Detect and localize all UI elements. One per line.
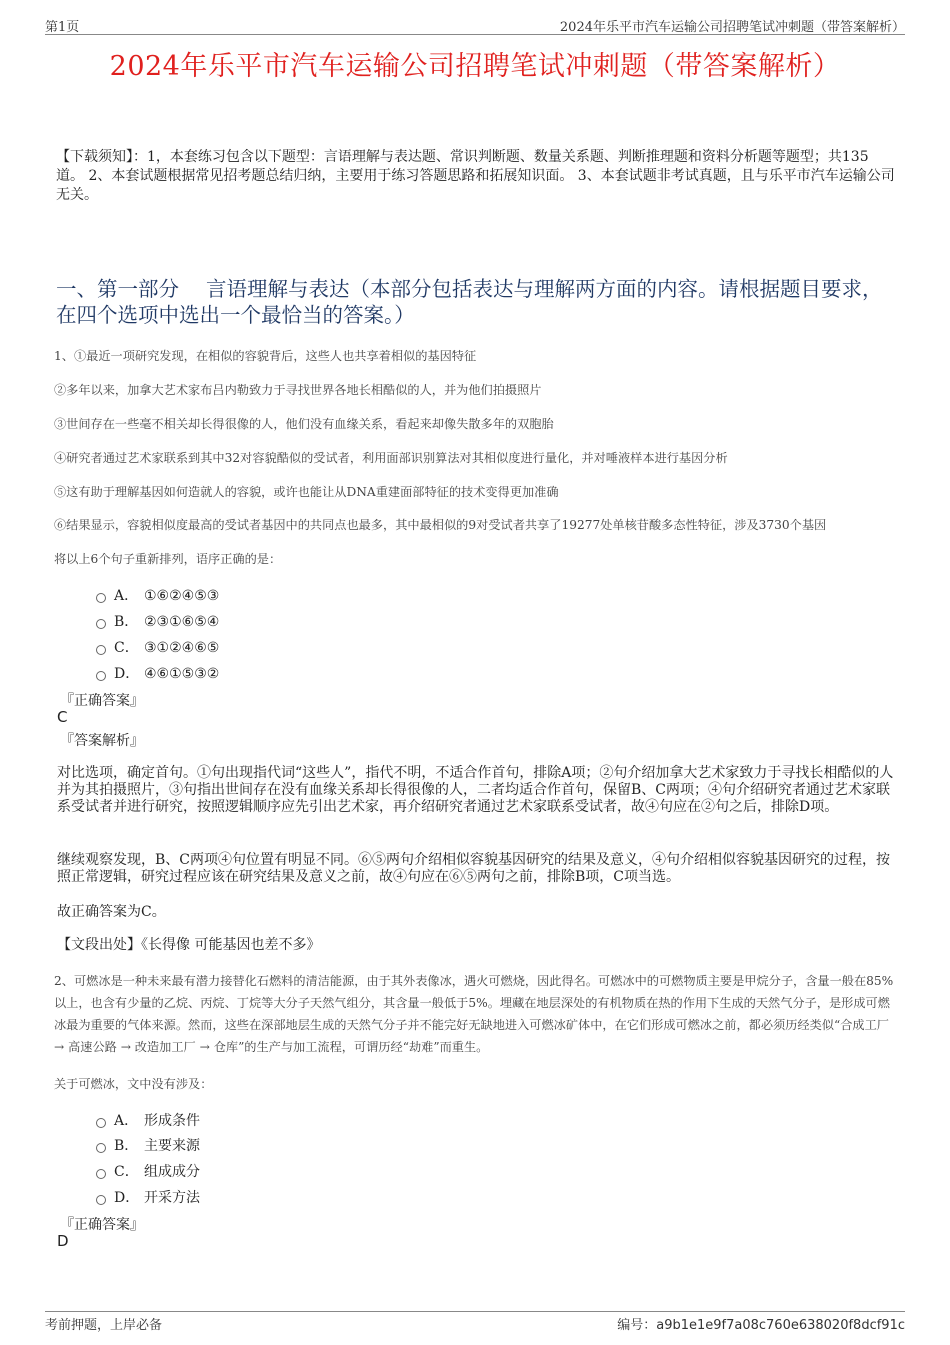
q1-analysis-paragraph-2: 继续观察发现，B、C两项④句位置有明显不同。⑥⑤两句介绍相似容貌基因研究的结果及意义，④句介绍相似容貌基因研究的过程，按照正常逻辑，研究过程应该在研究结果及意义之前，故④句应在⑥⑤两句之前，排除B项，C项当选。 <box>57 852 890 885</box>
footer-code-value: a9b1e1e9f7a08c760e638020f8dcf91c <box>656 1318 905 1333</box>
q1-analysis-label: 『答案解析』 <box>60 733 144 749</box>
q1-sentence-5: ⑤这有助于理解基因如何造就人的容貌，或许也能让从DNA重建面部特征的技术变得更加准确 <box>54 485 559 499</box>
page-number: 第1页 <box>45 20 80 35</box>
download-notice: 【下载须知】：1，本套练习包含以下题型：言语理解与表达题、常识判断题、数量关系题、判断推理题和资料分析题等题型；共135道。 2、本套试题根据常见招考题总结归纳，主要用于练习答题思路和拓展知识面。 3、本套试题非考试真题，且与乐平市汽车运输公司无关。 <box>56 149 895 203</box>
q1-sentence-4: ④研究者通过艺术家联系到其中32对容貌酷似的受试者，利用面部识别算法对其相似度进行量化，并对唾液样本进行基因分析 <box>54 451 728 465</box>
option-text: 主要来源 <box>144 1138 200 1154</box>
option-letter: C． <box>114 1164 139 1180</box>
option-text: 开采方法 <box>144 1190 200 1206</box>
radio-icon[interactable] <box>96 1195 106 1205</box>
option-letter: A． <box>114 1113 139 1129</box>
q2-answer: D <box>57 1232 69 1250</box>
radio-icon[interactable] <box>96 1143 106 1153</box>
q1-sentence-2: ②多年以来，加拿大艺术家布吕内勒致力于寻找世界各地长相酷似的人，并为他们拍摄照片 <box>54 383 542 397</box>
q1-option-b[interactable] <box>96 611 219 631</box>
radio-icon[interactable] <box>96 1118 106 1128</box>
option-letter: D． <box>114 1190 140 1206</box>
option-text: ①⑥②④⑤③ <box>144 588 220 604</box>
option-letter: A． <box>114 588 139 604</box>
q1-source: 【文段出处】《长得像 可能基因也差不多》 <box>57 937 321 953</box>
radio-icon[interactable] <box>96 593 106 603</box>
header-doc-title: 2024年乐平市汽车运输公司招聘笔试冲刺题（带答案解析） <box>559 20 905 35</box>
q2-answer-label: 『正确答案』 <box>60 1217 144 1233</box>
radio-icon[interactable] <box>96 645 106 655</box>
q2-option-a[interactable] <box>96 1110 200 1130</box>
q1-option-d[interactable] <box>96 663 219 683</box>
section-heading: 一、第一部分 言语理解与表达（本部分包括表达与理解两方面的内容。请根据题目要求，在四个选项中选出一个最恰当的答案。） <box>56 277 883 327</box>
q1-option-a[interactable] <box>96 585 219 605</box>
q1-answer: C <box>57 708 68 726</box>
option-text: ②③①⑥⑤④ <box>144 614 220 630</box>
document-title: 2024年乐平市汽车运输公司招聘笔试冲刺题（带答案解析） <box>109 51 841 82</box>
option-text: ④⑥①⑤③② <box>144 666 220 682</box>
option-letter: D． <box>114 666 140 682</box>
page-header <box>45 14 905 35</box>
q1-sentence-6: ⑥结果显示，容貌相似度最高的受试者基因中的共同点也最多，其中最相似的9对受试者共享了19277处单核苷酸多态性特征，涉及3730个基因 <box>54 518 827 532</box>
q1-sentence-1: 1、①最近一项研究发现，在相似的容貌背后，这些人也共享着相似的基因特征 <box>54 349 477 363</box>
q1-analysis-paragraph-1: 对比选项，确定首句。①句出现指代词“这些人”，指代不明，不适合作首句，排除A项；②句介绍加拿大艺术家致力于寻找长相酷似的人并为其拍摄照片，③句指出世间存在没有血缘关系却长得很像的人，二者均适合作首句，保留B、C两项；④句介绍研究者通过艺术家联系受试者并进行研究，按照逻辑顺序应先引出艺术家，再介绍研究者通过艺术家联系受试者，故④句应在②句之后，排除D项。 <box>57 765 894 815</box>
q1-option-c[interactable] <box>96 637 219 657</box>
radio-icon[interactable] <box>96 619 106 629</box>
q2-option-d[interactable] <box>96 1187 200 1207</box>
page-footer <box>45 1311 905 1334</box>
option-letter: C． <box>114 640 139 656</box>
footer-slogan: 考前押题，上岸必备 <box>45 1318 163 1333</box>
q1-sentence-3: ③世间存在一些毫不相关却长得很像的人，他们没有血缘关系，看起来却像失散多年的双胞胎 <box>54 417 554 431</box>
radio-icon[interactable] <box>96 1169 106 1179</box>
q2-prompt: 关于可燃冰，文中没有涉及： <box>54 1077 213 1091</box>
option-letter: B． <box>114 1138 139 1154</box>
q2-option-b[interactable] <box>96 1135 200 1155</box>
footer-code <box>617 1314 905 1333</box>
q1-prompt: 将以上6个句子重新排列，语序正确的是： <box>54 552 282 566</box>
q2-option-c[interactable] <box>96 1161 200 1181</box>
radio-icon[interactable] <box>96 671 106 681</box>
option-text: ③①②④⑥⑤ <box>144 640 220 656</box>
option-text: 组成成分 <box>144 1164 200 1180</box>
option-letter: B． <box>114 614 139 630</box>
footer-code-label: 编号： <box>617 1318 657 1333</box>
q2-stem: 2、可燃冰是一种未来最有潜力接替化石燃料的清洁能源，由于其外表像冰，遇火可燃烧，因此得名。可燃冰中的可燃物质主要是甲烷分子，含量一般在85%以上，也含有少量的乙烷、丙烷、丁烷等大分子天然气组分，其含量一般低于5%。埋藏在地层深处的有机物质在热的作用下生成的天然气分子，是形成可燃冰最为重要的气体来源。然而，这些在深部地层生成的天然气分子并不能完好无缺地进入可燃冰矿体中，在它们形成可燃冰之前，都必须历经类似“合成工厂 → 高速公路 → 改造加工厂 → 仓库”的生产与加工流程，可谓历经“劫难”而重生。 <box>54 974 894 1054</box>
option-text: 形成条件 <box>144 1113 200 1129</box>
q1-answer-label: 『正确答案』 <box>60 693 144 709</box>
q1-analysis-paragraph-3: 故正确答案为C。 <box>57 904 166 920</box>
